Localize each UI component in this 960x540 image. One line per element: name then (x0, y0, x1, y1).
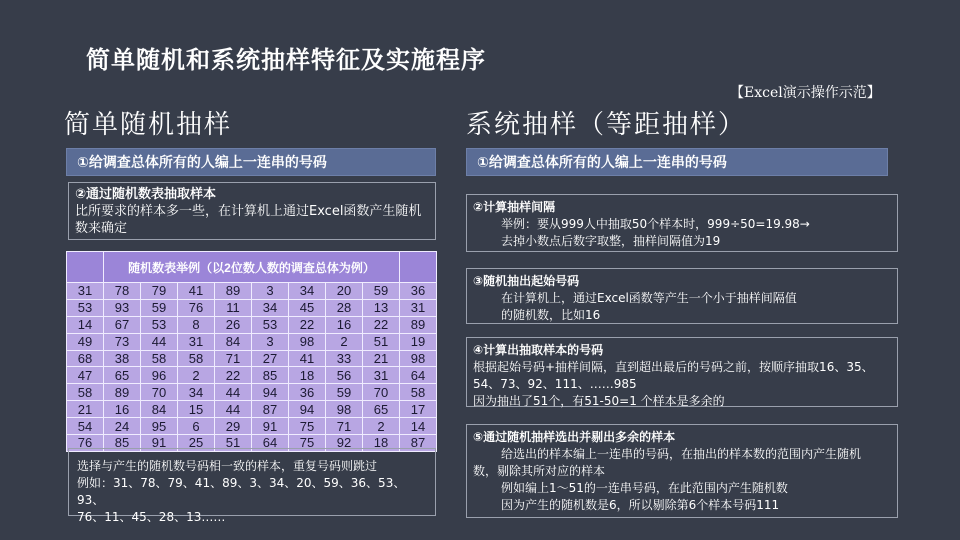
table-cell: 53 (141, 316, 178, 333)
table-cell: 16 (326, 316, 363, 333)
table-header-row (67, 252, 437, 283)
random-number-table-wrap (66, 251, 437, 452)
table-cell: 49 (67, 333, 104, 350)
systematic-step2-heading: ②计算抽样间隔 (473, 200, 556, 214)
table-cell: 44 (215, 384, 252, 401)
table-cell: 87 (400, 435, 437, 452)
table-cell: 26 (215, 316, 252, 333)
table-row (67, 418, 437, 435)
table-cell: 98 (326, 401, 363, 418)
table-cell: 21 (363, 350, 400, 367)
table-cell: 27 (252, 350, 289, 367)
simple-note-line1: 选择与产生的随机数号码相一致的样本，重复号码则跳过 (77, 459, 378, 473)
table-cell: 22 (215, 367, 252, 384)
table-cell: 25 (178, 435, 215, 452)
systematic-step4-line1: 根据起始号码+抽样间隔，直到超出最后的号码之前，按顺序抽取16、35、 (473, 360, 874, 374)
systematic-step3-line1: 在计算机上，通过Excel函数等产生一个小于抽样间隔值 (501, 291, 797, 305)
table-cell: 28 (326, 299, 363, 316)
simple-note-line2: 例如：31、78、79、41、89、3、34、20、59、36、53、93、 (77, 476, 406, 507)
table-cell: 18 (289, 367, 326, 384)
table-cell: 98 (289, 333, 326, 350)
simple-step2-heading: ②通过随机数表抽取样本 (75, 187, 217, 202)
table-cell: 18 (363, 435, 400, 452)
table-cell: 70 (363, 384, 400, 401)
table-cell: 34 (252, 299, 289, 316)
table-row (67, 384, 437, 401)
table-cell: 91 (141, 435, 178, 452)
table-cell: 31 (363, 367, 400, 384)
systematic-step4-heading: ④计算出抽取样本的号码 (473, 343, 604, 357)
table-cell: 44 (215, 401, 252, 418)
table-cell: 78 (104, 283, 141, 300)
table-row (67, 401, 437, 418)
systematic-step3-box (466, 268, 898, 324)
table-cell: 29 (215, 418, 252, 435)
table-cell: 16 (104, 401, 141, 418)
table-cell: 89 (104, 384, 141, 401)
table-header-right (400, 252, 437, 283)
table-cell: 22 (363, 316, 400, 333)
table-cell: 85 (104, 435, 141, 452)
table-cell: 65 (104, 367, 141, 384)
table-cell: 58 (67, 384, 104, 401)
systematic-step4-line3: 因为抽出了51个，有51-50=1 个样本是多余的 (473, 394, 725, 408)
table-cell: 8 (178, 316, 215, 333)
simple-note-line3: 76、11、45、28、13…… (77, 510, 226, 524)
systematic-step3-line2: 的随机数，比如16 (501, 308, 601, 322)
table-cell: 36 (400, 283, 437, 300)
table-cell: 3 (252, 333, 289, 350)
table-cell: 45 (289, 299, 326, 316)
table-cell: 54 (67, 418, 104, 435)
table-cell: 15 (178, 401, 215, 418)
table-cell: 2 (363, 418, 400, 435)
table-header-left (67, 252, 104, 283)
simple-note-box (68, 448, 436, 524)
systematic-step5-line1: 给选出的样本编上一连串的号码，在抽出的样本数的范围内产生随机 (501, 447, 862, 461)
table-cell: 41 (289, 350, 326, 367)
table-cell: 84 (215, 333, 252, 350)
table-cell: 44 (141, 333, 178, 350)
table-cell: 87 (252, 401, 289, 418)
table-cell: 59 (326, 384, 363, 401)
page-title: 简单随机和系统抽样特征及实施程序 (86, 46, 486, 74)
systematic-step2-line1: 举例：要从999人中抽取50个样本时，999÷50=19.98→ (501, 217, 810, 231)
table-cell: 71 (215, 350, 252, 367)
table-cell: 51 (215, 435, 252, 452)
table-row (67, 367, 437, 384)
table-cell: 22 (289, 316, 326, 333)
table-cell: 53 (67, 299, 104, 316)
table-cell: 68 (67, 350, 104, 367)
table-cell: 65 (363, 401, 400, 418)
simple-step2-body: 比所要求的样本多一些，在计算机上通过Excel函数产生随机数来确定 (75, 204, 422, 236)
table-cell: 84 (141, 401, 178, 418)
table-cell: 24 (104, 418, 141, 435)
table-cell: 3 (252, 283, 289, 300)
table-cell: 11 (215, 299, 252, 316)
random-number-table (66, 251, 437, 452)
table-cell: 76 (178, 299, 215, 316)
table-cell: 73 (104, 333, 141, 350)
systematic-step4-box (466, 337, 898, 407)
systematic-step4-line2: 54、73、92、111、……985 (473, 377, 637, 391)
excel-demo-link[interactable]: 【Excel演示操作示范】 (730, 85, 881, 101)
systematic-step1-bar: ①给调查总体所有的人编上一连串的号码 (466, 148, 888, 176)
simple-random-title: 简单随机抽样 (64, 110, 233, 140)
simple-step1-bar: ①给调查总体所有的人编上一连串的号码 (66, 148, 436, 176)
table-cell: 67 (104, 316, 141, 333)
table-row (67, 350, 437, 367)
table-row (67, 299, 437, 316)
table-cell: 76 (67, 435, 104, 452)
systematic-title: 系统抽样（等距抽样） (466, 110, 747, 140)
table-cell: 58 (141, 350, 178, 367)
table-cell: 89 (215, 283, 252, 300)
table-cell: 93 (104, 299, 141, 316)
simple-step2-box (68, 182, 436, 240)
table-cell: 64 (252, 435, 289, 452)
table-cell: 51 (363, 333, 400, 350)
table-cell: 98 (400, 350, 437, 367)
table-cell: 53 (252, 316, 289, 333)
systematic-step2-line2: 去掉小数点后数字取整，抽样间隔值为19 (501, 234, 721, 248)
table-cell: 31 (178, 333, 215, 350)
table-cell: 14 (67, 316, 104, 333)
table-cell: 47 (67, 367, 104, 384)
systematic-step5-line4: 因为产生的随机数是6，所以剔除第6个样本号码111 (501, 498, 780, 512)
systematic-step5-box (466, 424, 898, 518)
table-cell: 2 (178, 367, 215, 384)
table-cell: 95 (141, 418, 178, 435)
table-row (67, 283, 437, 300)
table-cell: 75 (289, 418, 326, 435)
systematic-step5-line3: 例如编上1～51的一连串号码，在此范围内产生随机数 (501, 481, 788, 495)
table-cell: 94 (289, 401, 326, 418)
table-cell: 13 (363, 299, 400, 316)
table-cell: 19 (400, 333, 437, 350)
table-cell: 94 (252, 384, 289, 401)
table-cell: 38 (104, 350, 141, 367)
systematic-step2-box (466, 194, 898, 252)
table-cell: 64 (400, 367, 437, 384)
table-cell: 14 (400, 418, 437, 435)
table-header-title: 随机数表举例（以2位数人数的调查总体为例） (104, 252, 400, 283)
table-cell: 91 (252, 418, 289, 435)
table-row (67, 333, 437, 350)
table-cell: 70 (141, 384, 178, 401)
table-cell: 71 (326, 418, 363, 435)
table-cell: 2 (326, 333, 363, 350)
table-cell: 75 (289, 435, 326, 452)
table-row (67, 316, 437, 333)
table-cell: 31 (400, 299, 437, 316)
table-cell: 89 (400, 316, 437, 333)
table-cell: 6 (178, 418, 215, 435)
table-cell: 58 (400, 384, 437, 401)
systematic-step5-heading: ⑤通过随机抽样选出并剔出多余的样本 (473, 430, 676, 444)
table-cell: 41 (178, 283, 215, 300)
systematic-step5-line2: 数，剔除其所对应的样本 (473, 464, 606, 478)
table-cell: 17 (400, 401, 437, 418)
table-cell: 59 (141, 299, 178, 316)
table-cell: 21 (67, 401, 104, 418)
table-cell: 34 (178, 384, 215, 401)
table-cell: 20 (326, 283, 363, 300)
table-cell: 34 (289, 283, 326, 300)
table-cell: 79 (141, 283, 178, 300)
table-cell: 92 (326, 435, 363, 452)
table-cell: 58 (178, 350, 215, 367)
systematic-step3-heading: ③随机抽出起始号码 (473, 274, 580, 288)
table-cell: 85 (252, 367, 289, 384)
table-cell: 31 (67, 283, 104, 300)
table-cell: 33 (326, 350, 363, 367)
table-cell: 59 (363, 283, 400, 300)
table-cell: 56 (326, 367, 363, 384)
table-cell: 36 (289, 384, 326, 401)
table-cell: 96 (141, 367, 178, 384)
